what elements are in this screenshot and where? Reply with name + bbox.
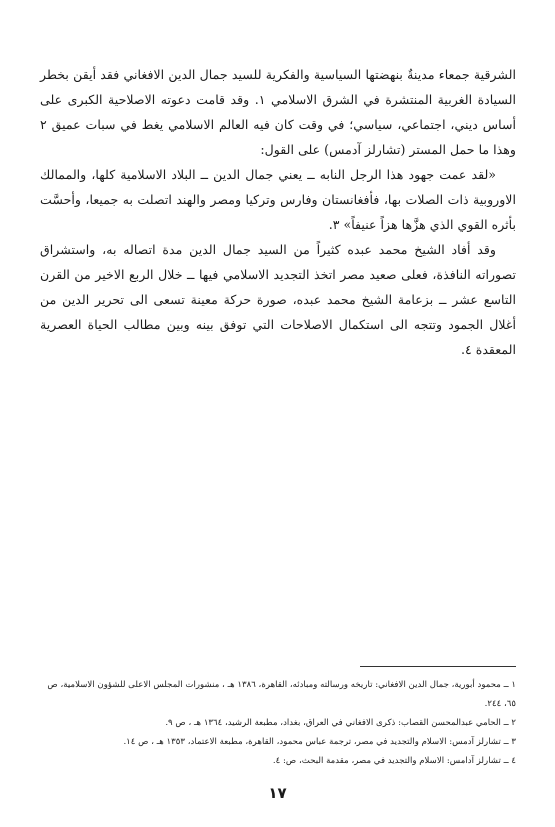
footnote-divider: [360, 666, 516, 667]
quote-paragraph: «لقد عمت جهود هذا الرجل النابه ــ يعني جمال الدين ــ البلاد الاسلامية كلها، والممالك الاوروبية ذات الصلات بها، فأفغانستان وفارس وتركيا ومصر والهند اتصلت به جميعا، وأحسَّت بأثره القوي الذي هزَّها هزاً عنيفاً» ٣.: [40, 167, 516, 232]
main-text: [40, 62, 516, 362]
paragraph-3: وقد أفاد الشيخ محمد عبده كثيراً من السيد جمال الدين مدة اتصاله به، واستشراق تصوراته النافذة، فعلى صعيد مصر اتخذ التجديد الاسلامي فيها ــ خلال الربع الاخير من القرن التاسع عشر ــ بزعامة الشيخ محمد عبده، صورة حركة معينة تسعى الى تحرير الدين من أغلال الجمود وتتجه الى استكمال الاصلاحات التي توفق بينه وبين مطالب الحياة العصرية المعقدة ٤.: [40, 242, 516, 357]
footnote-4: ٤ ــ تشارلز آدامس: الاسلام والتجديد في مصر، مقدمة البحث، ص: ٤.: [272, 756, 516, 766]
footnotes: [40, 676, 516, 771]
paragraph-1: الشرقية جمعاء مدينةٌ بنهضتها السياسية والفكرية للسيد جمال الدين الافغاني فقد أيقن بخطر السيادة الغربية المنتشرة في الشرق الاسلامي ١. وقد قامت دعوته الاصلاحية الكبرى على أساس ديني، اجتماعي، سياسي؛ في وقت كان فيه العالم الاسلامي يغط في سبات عميق ٢ وهذا ما حمل المستر (تشارلز آدمس) على القول:: [40, 67, 516, 157]
footnote-3: ٣ ــ تشارلز آدمس: الاسلام والتجديد في مصر، ترجمة عباس محمود، القاهرة، مطبعة الاعتماد، ١٣٥٣ هـ ، ص ١٤.: [123, 737, 516, 747]
footnote-1: ١ ــ محمود أبورية، جمال الدين الافغاني: تاريخه ورسالته ومبادئه، القاهرة، ١٣٨٦ هـ ، منشورات المجلس الاعلى للشؤون الاسلامية، ص ٦٥، ٢٤٤.: [47, 680, 516, 709]
footnote-2: ٢ ــ الحامي عبدالمحسن القصاب: ذكرى الافغاني في العراق، بغداد، مطبعة الرشيد، ١٣٦٤ هـ ، ص ٩.: [165, 718, 516, 728]
page-number: ١٧: [268, 784, 287, 802]
